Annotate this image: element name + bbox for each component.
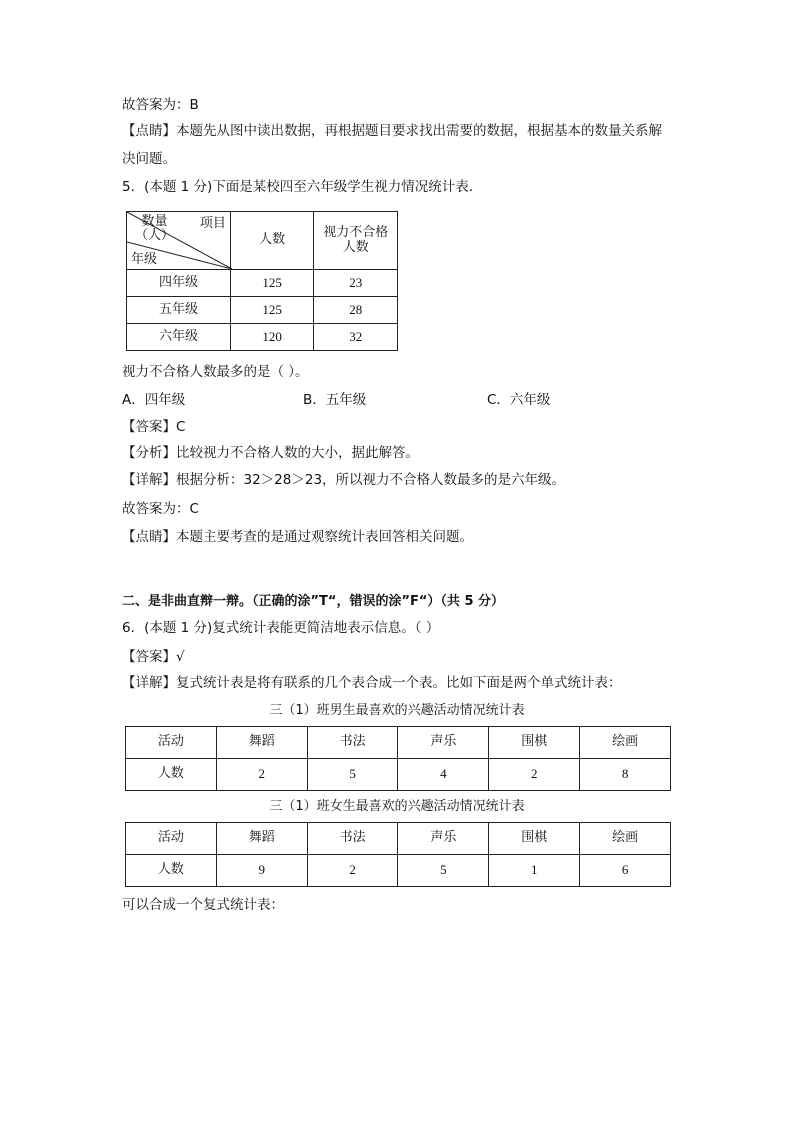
table-header-row [126, 727, 671, 759]
header-cell: 围棋 [489, 727, 580, 759]
girls-activity-table [125, 822, 671, 887]
header-grade-label: 年级 [131, 252, 158, 267]
people-cell: 120 [230, 324, 314, 351]
question-5-final: 故答案为：C [122, 501, 199, 517]
table-row [127, 270, 398, 297]
question-6-end: 可以合成一个复式统计表： [122, 897, 284, 913]
header-cell: 书法 [307, 727, 398, 759]
boys-activity-table [125, 726, 671, 791]
value-cell: 2 [307, 855, 398, 887]
tip-prev-line2: 决问题。 [122, 151, 176, 167]
question-6-title: 6．(本题 1 分)复式统计表能更简洁地表示信息。（ ） [122, 620, 440, 636]
question-6-detail: 【详解】复式统计表是将有联系的几个表合成一个表。比如下面是两个单式统计表： [122, 675, 622, 691]
people-cell: 125 [230, 270, 314, 297]
grade-cell: 六年级 [127, 324, 231, 351]
row-label-cell: 人数 [126, 759, 217, 791]
value-cell: 1 [489, 855, 580, 887]
header-cell: 声乐 [398, 727, 489, 759]
grade-cell: 五年级 [127, 297, 231, 324]
fail-cell: 28 [314, 297, 398, 324]
col-header-fail: 视力不合格 人数 [314, 212, 398, 270]
option-a: A．四年级 [122, 392, 186, 408]
question-5-analysis: 【分析】比较视力不合格人数的大小，据此解答。 [122, 445, 419, 461]
fail-cell: 23 [314, 270, 398, 297]
diagonal-header-cell [127, 212, 231, 270]
value-cell: 8 [580, 759, 671, 791]
header-cell: 绘画 [580, 727, 671, 759]
section-2-title: 二、是非曲直辩一辩。（正确的涂”T“，错误的涂”F“）（共 5 分） [122, 594, 505, 609]
header-cell: 声乐 [398, 823, 489, 855]
people-cell: 125 [230, 297, 314, 324]
vision-stats-table [126, 211, 398, 351]
table-row [127, 324, 398, 351]
table-row [126, 759, 671, 791]
question-5-tip: 【点睛】本题主要考查的是通过观察统计表回答相关问题。 [122, 529, 473, 545]
header-cell: 活动 [126, 823, 217, 855]
value-cell: 2 [489, 759, 580, 791]
table-row [126, 855, 671, 887]
question-5-detail: 【详解】根据分析：32＞28＞23，所以视力不合格人数最多的是六年级。 [122, 472, 566, 488]
value-cell: 6 [580, 855, 671, 887]
header-cell: 绘画 [580, 823, 671, 855]
boys-table-caption: 三（1）班男生最喜欢的兴趣活动情况统计表 [269, 703, 525, 718]
grade-cell: 四年级 [127, 270, 231, 297]
question-5-title: 5．(本题 1 分)下面是某校四至六年级学生视力情况统计表． [122, 179, 483, 195]
answer-prev: 故答案为：B [122, 97, 199, 113]
value-cell: 5 [398, 855, 489, 887]
header-cell: 舞蹈 [216, 727, 307, 759]
option-c: C．六年级 [487, 392, 551, 408]
fail-cell: 32 [314, 324, 398, 351]
question-5-answer: 【答案】C [122, 419, 186, 435]
row-label-cell: 人数 [126, 855, 217, 887]
option-b: B．五年级 [303, 392, 367, 408]
girls-table-caption: 三（1）班女生最喜欢的兴趣活动情况统计表 [269, 799, 525, 814]
question-5-prompt: 视力不合格人数最多的是（ ）。 [122, 364, 309, 380]
value-cell: 9 [216, 855, 307, 887]
col-header-people: 人数 [230, 212, 314, 270]
header-cell: 活动 [126, 727, 217, 759]
header-cell: 书法 [307, 823, 398, 855]
value-cell: 4 [398, 759, 489, 791]
header-cell: 舞蹈 [216, 823, 307, 855]
header-quantity-label: 数量 （人） [135, 214, 175, 244]
value-cell: 2 [216, 759, 307, 791]
value-cell: 5 [307, 759, 398, 791]
table-row [127, 297, 398, 324]
header-cell: 围棋 [489, 823, 580, 855]
header-item-label: 项目 [199, 216, 226, 231]
tip-prev-line1: 【点睛】本题先从图中读出数据，再根据题目要求找出需要的数据，根据基本的数量关系解 [122, 123, 662, 139]
table-header-row [126, 823, 671, 855]
question-6-answer: 【答案】√ [122, 649, 185, 665]
